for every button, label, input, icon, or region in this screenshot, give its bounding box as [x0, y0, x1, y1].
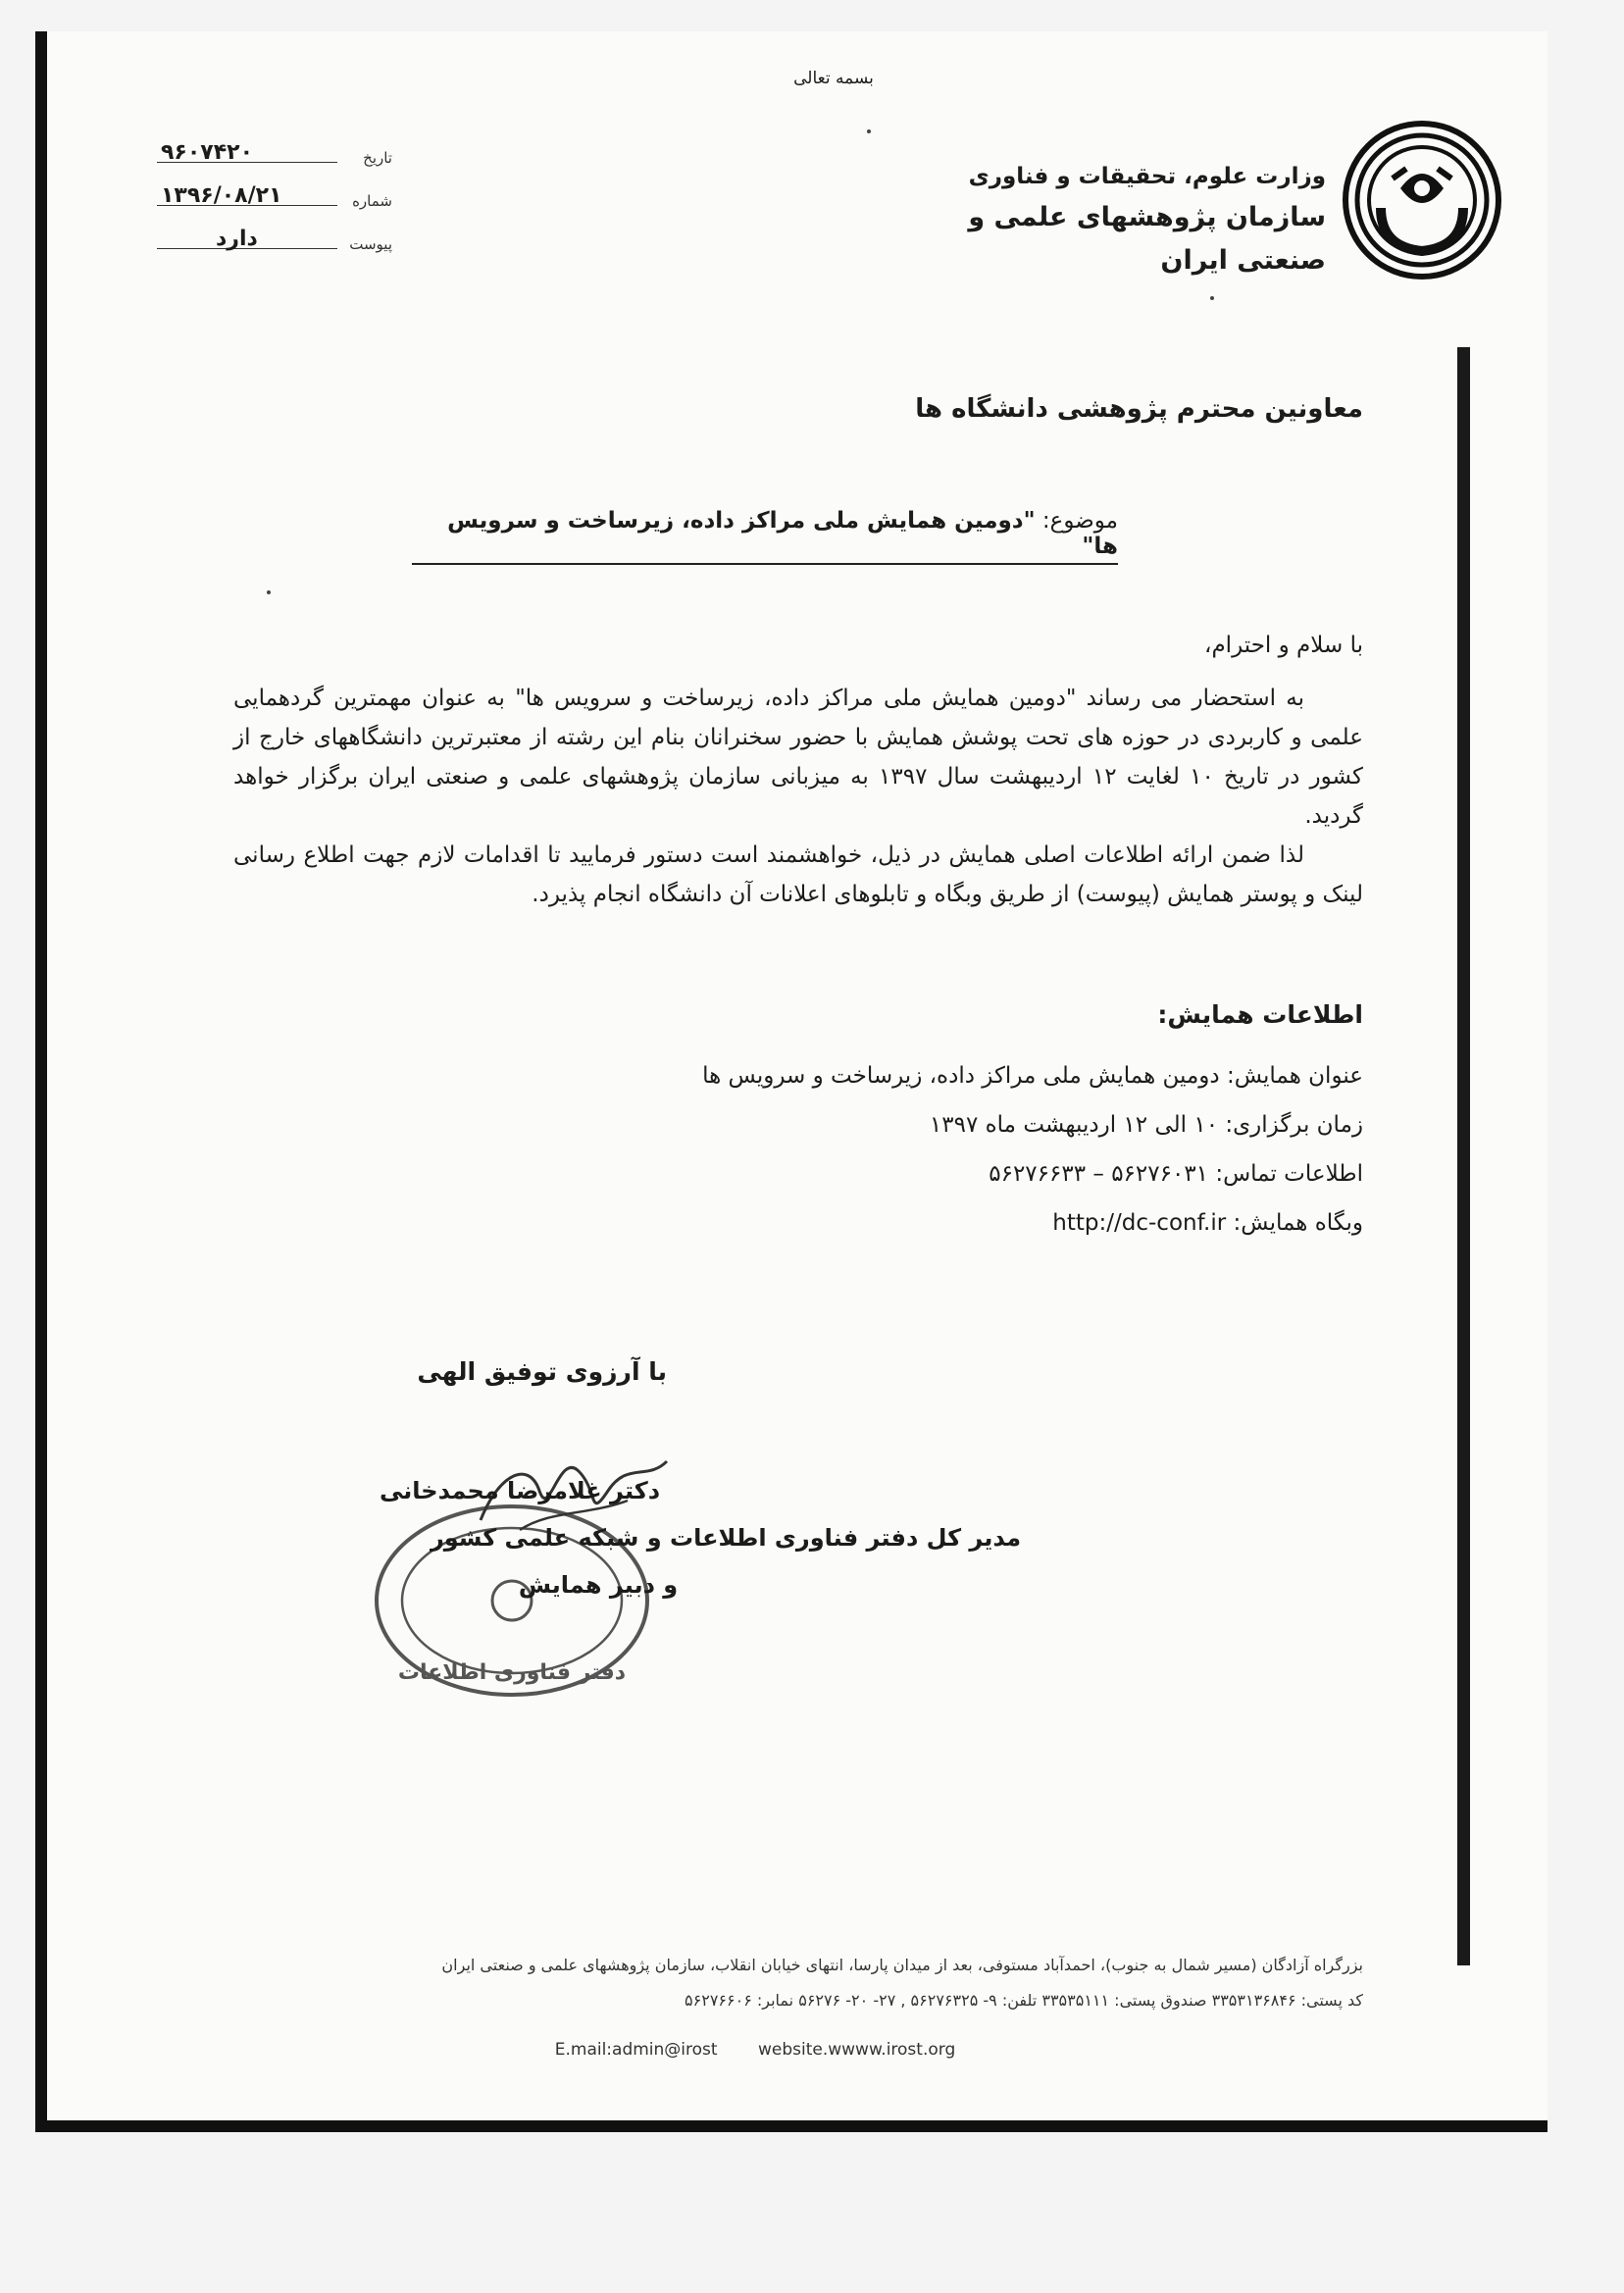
right-border-rule [1457, 347, 1470, 1965]
attachment-row [157, 224, 392, 263]
greeting-line: با سلام و احترام، [1204, 633, 1363, 658]
number-label: شماره [352, 192, 392, 210]
subject-line [412, 508, 1118, 565]
info-contact-value: ۵۶۲۷۶۶۳۳ – ۵۶۲۷۶۰۳۱ [989, 1161, 1209, 1187]
closing-line: با آرزوی توفیق الهی [417, 1357, 667, 1386]
info-website-label: وبگاه همایش: [1233, 1210, 1363, 1236]
number-value: ۱۳۹۶/۰۸/۲۱ [161, 183, 282, 208]
recipient-line: معاونین محترم پژوهشی دانشگاه ها [915, 394, 1363, 424]
attachment-value: دارد [216, 227, 258, 251]
subject-label: موضوع: [1041, 508, 1118, 534]
signer-name: دکتر غلامرضا محمدخانی [379, 1477, 661, 1504]
conference-info-list [490, 1051, 1363, 1248]
basmala-heading: بسمه تعالی [793, 69, 874, 88]
date-label: تاریخ [363, 149, 392, 167]
info-website-row [490, 1198, 1363, 1248]
info-title-value: دومین همایش ملی مراکز داده، زیرساخت و سرویس ها [702, 1063, 1220, 1089]
letter-body [233, 679, 1363, 914]
signer-title: مدیر کل دفتر فناوری اطلاعات و شبکه علمی کشور [430, 1524, 1022, 1552]
footer-address-block [167, 1948, 1363, 2018]
info-title-row [490, 1051, 1363, 1100]
irost-emblem-icon [1342, 120, 1502, 280]
subject-text: "دومین همایش ملی مراکز داده، زیرساخت و سرویس ها" [447, 508, 1118, 559]
info-contact-label: اطلاعات تماس: [1215, 1161, 1363, 1187]
footer-address: بزرگراه آزادگان (مسیر شمال به جنوب)، احمدآباد مستوفی، بعد از میدان پارسا، انتهای خیابان انقلاب، سازمان پژوهشهای علمی و صنعتی ایران [441, 1956, 1363, 1974]
info-contact-row [490, 1149, 1363, 1198]
info-time-row [490, 1100, 1363, 1149]
organization-header [883, 157, 1326, 282]
signer-role: و دبیر همایش [518, 1571, 679, 1599]
ministry-name: وزارت علوم، تحقیقات و فناوری [968, 164, 1326, 189]
organization-name: سازمان پژوهشهای علمی و صنعتی ایران [968, 202, 1326, 276]
info-time-label: زمان برگزاری: [1225, 1112, 1363, 1138]
date-value: ۹۶۰۷۴۲۰ [161, 140, 253, 165]
info-heading: اطلاعات همایش: [1157, 1000, 1363, 1029]
footer-contact: کد پستی: ۳۳۵۳۱۳۶۸۴۶ صندوق پستی: ۳۳۵۳۵۱۱۱ تلفن: ۹- ۵۶۲۷۶۳۲۵ , ۲۷- ۲۰- ۵۶۲۷۶ نمابر: ۵۶۲۷۶۶۰۶ [685, 1991, 1363, 2010]
footer-web-contact [510, 2040, 1000, 2060]
footer-website: website.wwww.irost.org [757, 2040, 956, 2060]
attachment-label: پیوست [349, 235, 392, 253]
date-row [157, 137, 392, 177]
body-paragraph-2: لذا ضمن ارائه اطلاعات اصلی همایش در ذیل، خواهشمند است دستور فرمایید تا اقدامات لازم جهت اطلاع رسانی لینک و پوستر همایش (پیوست) از طریق وبگاه و تابلوهای اعلانات آن دانشگاه انجام پذیرد. [233, 842, 1363, 907]
info-time-value: ۱۰ الی ۱۲ اردیبهشت ماه ۱۳۹۷ [929, 1112, 1219, 1138]
reference-block [157, 137, 392, 265]
info-website-value: http://dc-conf.ir [1052, 1210, 1227, 1236]
scan-speck [267, 590, 271, 594]
info-title-label: عنوان همایش: [1226, 1063, 1363, 1089]
number-row [157, 180, 392, 220]
footer-email: E.mail:admin@irost [554, 2040, 718, 2060]
stamp-text: دفتر فناوری اطلاعات [397, 1660, 627, 1685]
body-paragraph-1: به استحضار می رساند "دومین همایش ملی مراکز داده، زیرساخت و سرویس ها" به عنوان مهمترین گردهمایی علمی و کاربردی در حوزه های تحت پوشش همایش با حضور سخنرانان بنام این رشته از معتبرترین دانشگاههای خارج از کشور در تاریخ ۱۰ لغایت ۱۲ اردیبهشت سال ۱۳۹۷ به میزبانی سازمان پژوهشهای علمی و صنعتی ایران برگزار خواهد گردید. [233, 686, 1363, 829]
scan-speck [867, 129, 871, 133]
scan-speck [1210, 296, 1214, 300]
signer-block [235, 1467, 1216, 1608]
